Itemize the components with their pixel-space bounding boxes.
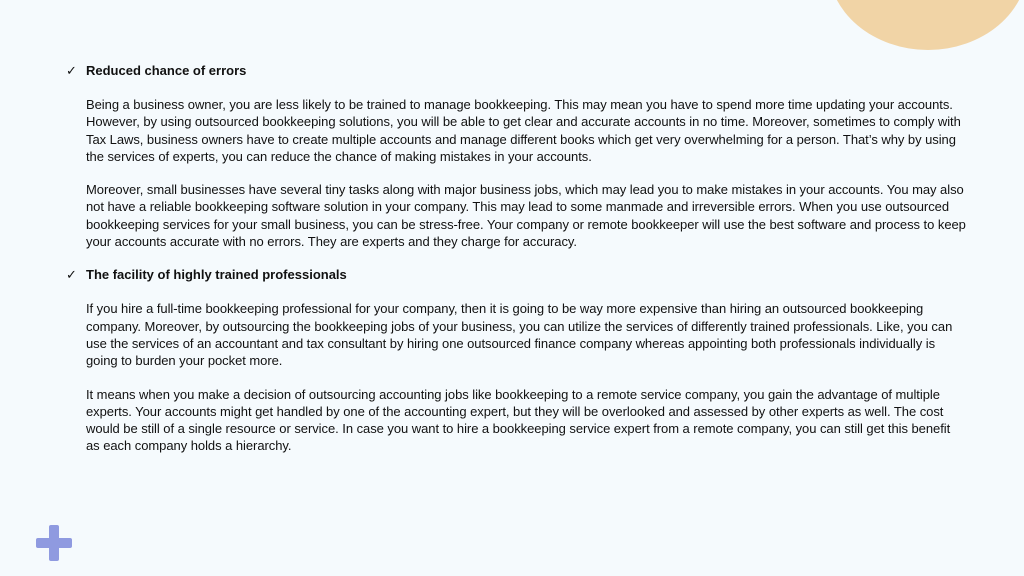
document-body (66, 62, 966, 455)
heading-text: The facility of highly trained professionals (86, 267, 347, 283)
paragraph: It means when you make a decision of outsourcing accounting jobs like bookkeeping to a remote service company, you gain the advantage of multiple experts. Your accounts might get handled by one of the accounting expert, but they will be overlooked and assessed by other experts as well. The cost would be still of a single resource or service. In case you want to hire a bookkeeping service expert from a remote company, you can still get this benefit as each company holds a hierarchy. (86, 386, 951, 454)
decorative-blob (828, 0, 1024, 50)
paragraph: Being a business owner, you are less likely to be trained to manage bookkeeping. This may mean you have to spend more time updating your accounts. However, by using outsourced bookkeeping solutions, you will be able to get clear and accurate accounts in no time. Moreover, sometimes to comply with Tax Laws, business owners have to create multiple accounts and manage different books which get very overwhelming for a person. That’s why by using the services of experts, you can reduce the chance of making mistakes in your accounts. (86, 97, 961, 164)
plus-icon (36, 525, 72, 561)
checkmark-icon: ✓ (66, 63, 77, 78)
checkmark-icon: ✓ (66, 267, 77, 283)
section-heading-errors (66, 62, 966, 80)
heading-text: Reduced chance of errors (86, 63, 247, 78)
section-heading-professionals (66, 266, 966, 284)
paragraph: Moreover, small businesses have several tiny tasks along with major business jobs, which may lead you to make mistakes in your accounts. You may also not have a reliable bookkeeping software solution in your company. This may lead to some manmade and irreversible errors. When you use outsourced bookkeeping services for your small business, you can be stress-free. Your company or remote bookkeeper will use the best software and process to keep your accounts accurate with no errors. They are experts and they charge for accuracy. (86, 182, 966, 250)
paragraph: If you hire a full-time bookkeeping professional for your company, then it is going to be way more expensive than hiring an outsourced bookkeeping company. Moreover, by outsourcing the bookkeeping jobs of your business, you can utilize the services of differently trained professionals. Like, you can use the services of an accountant and tax consultant by hiring one outsourced finance company whereas appointing both professionals individually is going to burden your pocket more. (86, 301, 953, 369)
